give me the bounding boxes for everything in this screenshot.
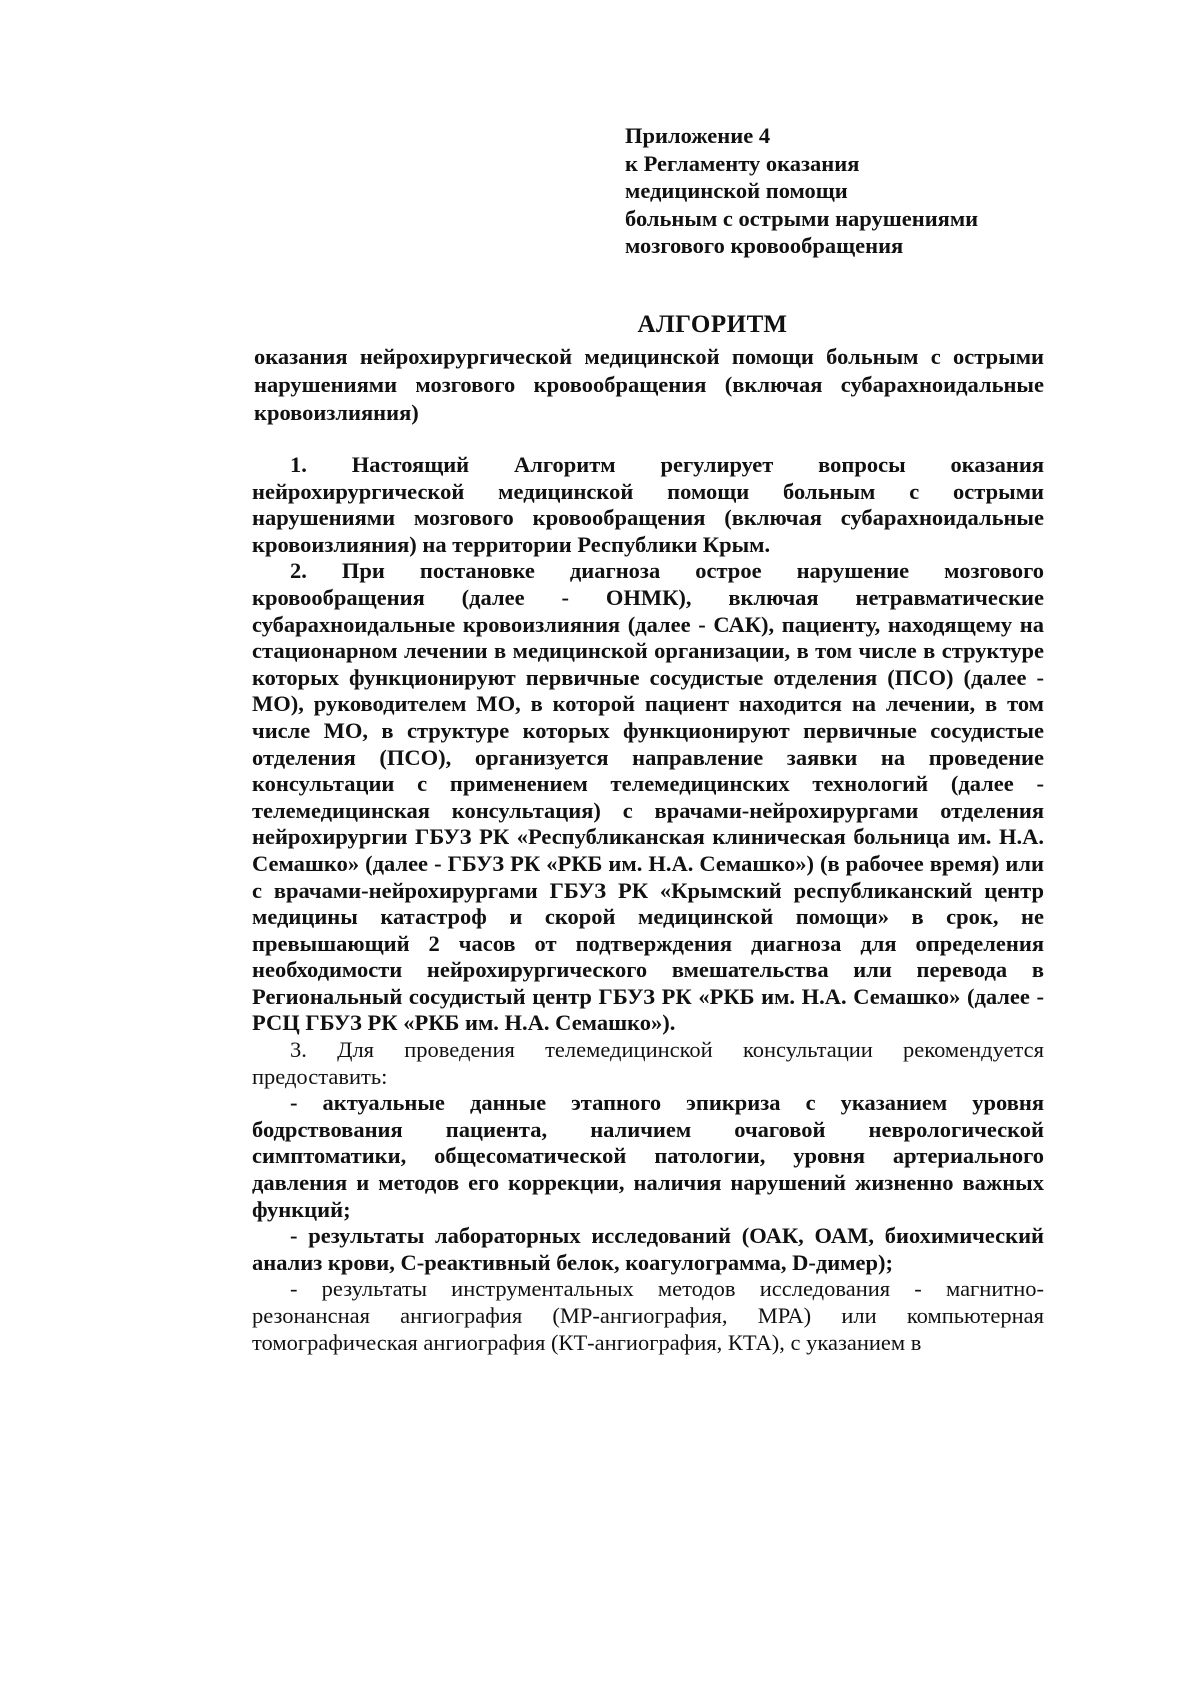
appendix-line: мозгового кровообращения	[625, 233, 904, 258]
document-body	[252, 452, 1044, 1356]
paragraph: - актуальные данные этапного эпикриза с указанием уровня бодрствования пациента, наличием очаговой неврологической симптоматики, общесоматической патологии, уровня артериального давления и методов его коррекции, наличия нарушений жизненно важных функций;	[252, 1090, 1044, 1222]
paragraph: - результаты инструментальных методов исследования - магнитно-резонансная ангиография (МР-ангиография, МРА) или компьютерная томографическая ангиография (КТ-ангиография, КТА), с указанием в	[252, 1276, 1044, 1355]
appendix-line: к Регламенту оказания	[625, 150, 860, 176]
paragraph: 3. Для проведения телемедицинской консультации рекомендуется предоставить:	[252, 1037, 1044, 1089]
appendix-line: медицинской помощи	[625, 178, 848, 203]
document-title: АЛГОРИТМ	[637, 311, 788, 338]
appendix-line: больным с острыми нарушениями	[625, 205, 979, 231]
document-subtitle: оказания нейрохирургической медицинской помощи больным с острыми нарушениями мозгового кровообращения (включая субарахноидальные кровоизлияния)	[254, 344, 1044, 425]
appendix-line: Приложение 4	[625, 123, 771, 148]
appendix-header	[625, 122, 1045, 260]
paragraph: 1. Настоящий Алгоритм регулирует вопросы оказания нейрохирургической медицинской помощи больным с острыми нарушениями мозгового кровообращения (включая субарахноидальные кровоизлияния) на территории Республики Крым.	[252, 452, 1044, 557]
paragraph: 2. При постановке диагноза острое нарушение мозгового кровообращения (далее - ОНМК), включая нетравматические субарахноидальные кровоизлияния (далее - САК), пациенту, находящему на стационарном лечении в медицинской организации, в том числе в структуре которых функционируют первичные сосудистые отделения (ПСО) (далее - МО), руководителем МО, в которой пациент находится на лечении, в том числе МО, в структуре которых функционируют первичные сосудистые отделения (ПСО), организуется направление заявки на проведение консультации с применением телемедицинских технологий (далее - телемедицинская консультация) с врачами-нейрохирургами отделения нейрохирургии ГБУЗ РК «Республиканская клиническая больница им. Н.А. Семашко» (далее - ГБУЗ РК «РКБ им. Н.А. Семашко») (в рабочее время) или с врачами-нейрохирургами ГБУЗ РК «Крымский республиканский центр медицины катастроф и скорой медицинской помощи» в срок, не превышающий 2 часов от подтверждения диагноза для определения необходимости нейрохирургического вмешательства или перевода в Региональный сосудистый центр ГБУЗ РК «РКБ им. Н.А. Семашко» (далее - РСЦ ГБУЗ РК «РКБ им. Н.А. Семашко»).	[252, 558, 1044, 1036]
paragraph: - результаты лабораторных исследований (ОАК, ОАМ, биохимический анализ крови, С-реактивный белок, коагулограмма, D-димер);	[252, 1223, 1044, 1275]
